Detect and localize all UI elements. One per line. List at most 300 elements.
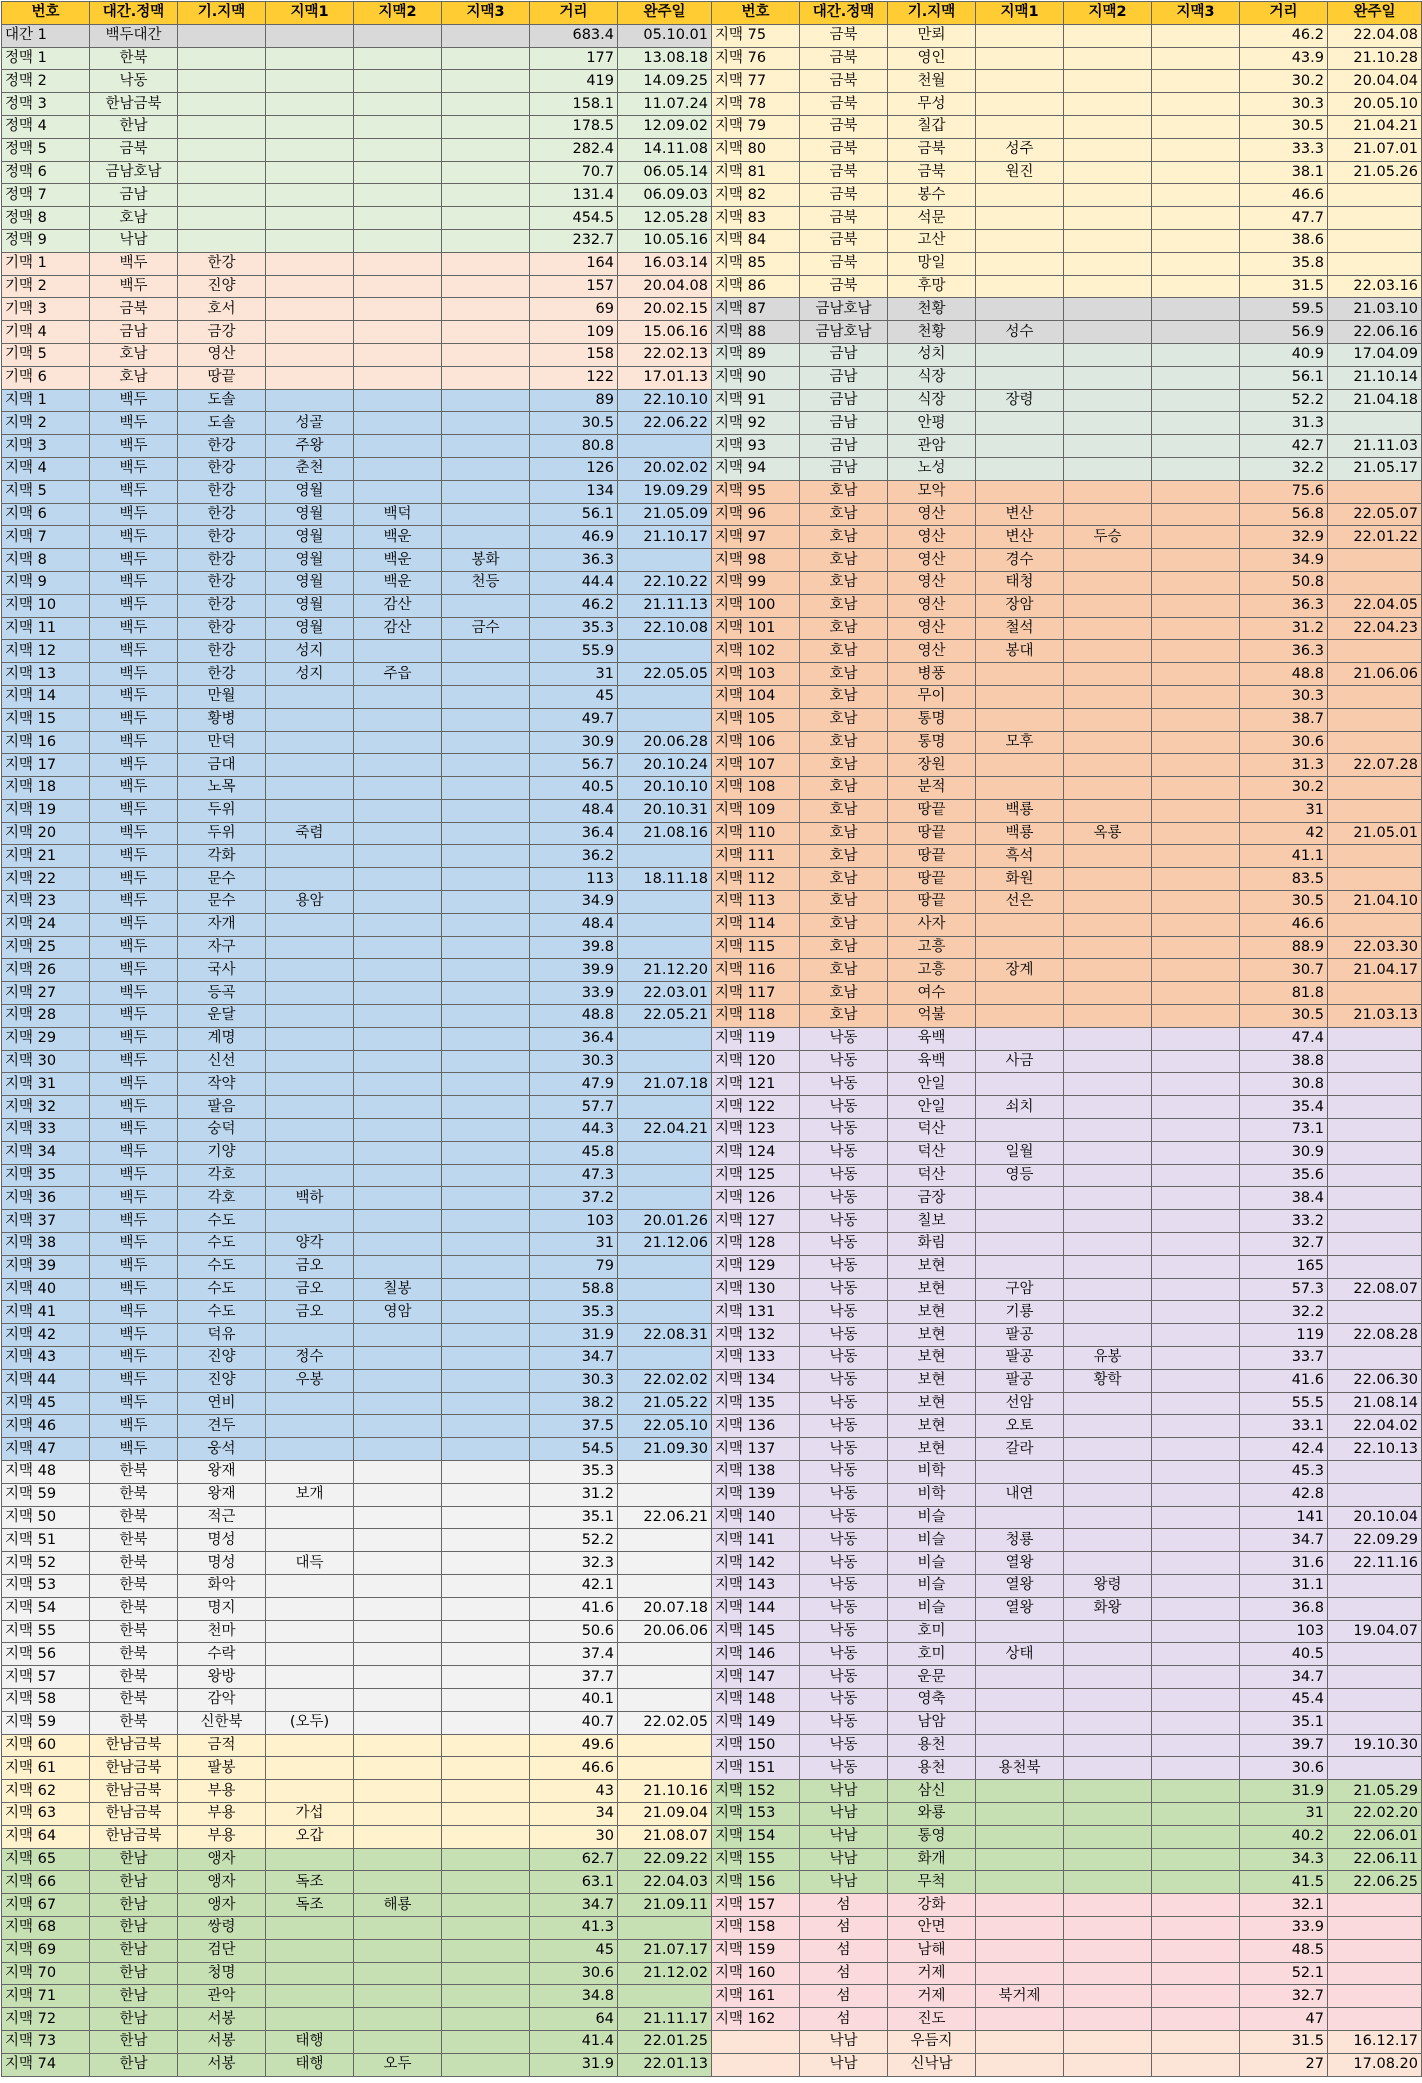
- cell-distance[interactable]: 41.1: [1240, 845, 1328, 868]
- cell-number[interactable]: 지맥 42: [2, 1324, 90, 1347]
- cell-main-ridge[interactable]: 낙동: [800, 1073, 888, 1096]
- cell-sub2[interactable]: [1064, 1962, 1152, 1985]
- cell-sub3[interactable]: [1152, 457, 1240, 480]
- cell-number[interactable]: 지맥 124: [712, 1141, 800, 1164]
- cell-distance[interactable]: 31.2: [1240, 617, 1328, 640]
- cell-sub1[interactable]: [266, 708, 354, 731]
- cell-sub1[interactable]: [976, 1233, 1064, 1256]
- cell-distance[interactable]: 34.8: [530, 1985, 618, 2008]
- cell-sub3[interactable]: [1152, 389, 1240, 412]
- cell-date[interactable]: 05.10.01: [618, 24, 712, 47]
- cell-distance[interactable]: 45.4: [1240, 1688, 1328, 1711]
- cell-date[interactable]: [1328, 1711, 1422, 1734]
- cell-sub3[interactable]: [442, 982, 530, 1005]
- cell-main-ridge[interactable]: 호남: [800, 913, 888, 936]
- cell-sub3[interactable]: [1152, 731, 1240, 754]
- cell-branch[interactable]: 보현: [888, 1415, 976, 1438]
- cell-number[interactable]: 정맥 4: [2, 115, 90, 138]
- cell-date[interactable]: [1328, 1574, 1422, 1597]
- cell-main-ridge[interactable]: 섬: [800, 2008, 888, 2031]
- cell-sub2[interactable]: [354, 435, 442, 458]
- cell-sub2[interactable]: [354, 1962, 442, 1985]
- cell-distance[interactable]: 39.8: [530, 936, 618, 959]
- cell-distance[interactable]: 27: [1240, 2053, 1328, 2076]
- cell-sub2[interactable]: [1064, 1939, 1152, 1962]
- cell-sub2[interactable]: [1064, 594, 1152, 617]
- cell-branch[interactable]: 작약: [178, 1073, 266, 1096]
- cell-main-ridge[interactable]: 금북: [800, 93, 888, 116]
- cell-number[interactable]: 지맥 3: [2, 435, 90, 458]
- cell-sub3[interactable]: [1152, 412, 1240, 435]
- cell-distance[interactable]: 34.7: [1240, 1529, 1328, 1552]
- cell-sub2[interactable]: 감산: [354, 594, 442, 617]
- cell-distance[interactable]: 36.3: [1240, 594, 1328, 617]
- cell-sub2[interactable]: [1064, 1802, 1152, 1825]
- cell-branch[interactable]: 비학: [888, 1483, 976, 1506]
- cell-number[interactable]: 지맥 105: [712, 708, 800, 731]
- cell-date[interactable]: 22.10.13: [1328, 1438, 1422, 1461]
- cell-sub1[interactable]: [266, 1438, 354, 1461]
- cell-sub1[interactable]: 일월: [976, 1141, 1064, 1164]
- cell-sub1[interactable]: 용암: [266, 891, 354, 914]
- cell-branch[interactable]: 금장: [888, 1187, 976, 1210]
- cell-main-ridge[interactable]: 호남: [800, 549, 888, 572]
- cell-distance[interactable]: 42: [1240, 822, 1328, 845]
- cell-sub2[interactable]: [1064, 1825, 1152, 1848]
- cell-main-ridge[interactable]: 금북: [800, 70, 888, 93]
- cell-sub2[interactable]: [354, 731, 442, 754]
- cell-sub3[interactable]: [442, 93, 530, 116]
- cell-main-ridge[interactable]: 백두: [90, 799, 178, 822]
- cell-distance[interactable]: 158: [530, 343, 618, 366]
- cell-branch[interactable]: 안평: [888, 412, 976, 435]
- cell-main-ridge[interactable]: 호남: [800, 571, 888, 594]
- cell-sub1[interactable]: [976, 1711, 1064, 1734]
- cell-date[interactable]: 22.11.16: [1328, 1552, 1422, 1575]
- cell-main-ridge[interactable]: 금북: [800, 275, 888, 298]
- cell-sub3[interactable]: [1152, 1438, 1240, 1461]
- cell-date[interactable]: [1328, 1985, 1422, 2008]
- cell-number[interactable]: 지맥 19: [2, 799, 90, 822]
- cell-sub2[interactable]: [1064, 685, 1152, 708]
- cell-branch[interactable]: 분적: [888, 777, 976, 800]
- cell-main-ridge[interactable]: 백두: [90, 617, 178, 640]
- cell-sub2[interactable]: [1064, 1096, 1152, 1119]
- cell-number[interactable]: 지맥 104: [712, 685, 800, 708]
- cell-sub2[interactable]: [354, 1392, 442, 1415]
- cell-main-ridge[interactable]: 백두: [90, 754, 178, 777]
- cell-date[interactable]: [618, 1141, 712, 1164]
- cell-branch[interactable]: 한강: [178, 480, 266, 503]
- cell-branch[interactable]: 칠갑: [888, 115, 976, 138]
- cell-number[interactable]: 지맥 50: [2, 1506, 90, 1529]
- cell-sub1[interactable]: 백하: [266, 1187, 354, 1210]
- cell-distance[interactable]: 122: [530, 366, 618, 389]
- cell-branch[interactable]: 문수: [178, 868, 266, 891]
- cell-sub3[interactable]: [442, 754, 530, 777]
- cell-date[interactable]: 06.05.14: [618, 161, 712, 184]
- cell-sub3[interactable]: [1152, 777, 1240, 800]
- cell-number[interactable]: 지맥 134: [712, 1369, 800, 1392]
- cell-date[interactable]: [1328, 1666, 1422, 1689]
- cell-sub1[interactable]: [976, 936, 1064, 959]
- cell-number[interactable]: 지맥 117: [712, 982, 800, 1005]
- cell-sub1[interactable]: 쇠치: [976, 1096, 1064, 1119]
- cell-sub1[interactable]: [976, 435, 1064, 458]
- cell-branch[interactable]: [178, 24, 266, 47]
- cell-branch[interactable]: 무성: [888, 93, 976, 116]
- cell-distance[interactable]: 69: [530, 298, 618, 321]
- cell-number[interactable]: 지맥 29: [2, 1027, 90, 1050]
- cell-branch[interactable]: 덕산: [888, 1164, 976, 1187]
- cell-sub1[interactable]: [976, 2030, 1064, 2053]
- cell-branch[interactable]: 보현: [888, 1347, 976, 1370]
- cell-main-ridge[interactable]: 낙동: [800, 1711, 888, 1734]
- cell-main-ridge[interactable]: 금남: [800, 435, 888, 458]
- cell-date[interactable]: 21.10.14: [1328, 366, 1422, 389]
- cell-number[interactable]: 지맥 159: [712, 1939, 800, 1962]
- cell-branch[interactable]: 한강: [178, 435, 266, 458]
- cell-distance[interactable]: 103: [1240, 1620, 1328, 1643]
- cell-branch[interactable]: 비슬: [888, 1552, 976, 1575]
- cell-main-ridge[interactable]: 금북: [800, 47, 888, 70]
- cell-distance[interactable]: 43: [530, 1780, 618, 1803]
- cell-sub2[interactable]: 백덕: [354, 503, 442, 526]
- cell-number[interactable]: 지맥 77: [712, 70, 800, 93]
- cell-number[interactable]: 지맥 11: [2, 617, 90, 640]
- cell-branch[interactable]: 금강: [178, 321, 266, 344]
- cell-branch[interactable]: 식장: [888, 366, 976, 389]
- cell-main-ridge[interactable]: 백두: [90, 891, 178, 914]
- cell-number[interactable]: 지맥 32: [2, 1096, 90, 1119]
- cell-sub3[interactable]: [1152, 70, 1240, 93]
- cell-sub2[interactable]: [354, 868, 442, 891]
- cell-branch[interactable]: 영인: [888, 47, 976, 70]
- cell-sub3[interactable]: [1152, 526, 1240, 549]
- cell-sub1[interactable]: [266, 1005, 354, 1028]
- cell-sub3[interactable]: [442, 731, 530, 754]
- cell-date[interactable]: 21.08.16: [618, 822, 712, 845]
- cell-sub2[interactable]: [354, 913, 442, 936]
- cell-sub1[interactable]: [976, 115, 1064, 138]
- cell-distance[interactable]: 56.9: [1240, 321, 1328, 344]
- cell-distance[interactable]: 31.9: [530, 2053, 618, 2076]
- cell-date[interactable]: 20.06.28: [618, 731, 712, 754]
- cell-sub1[interactable]: 변산: [976, 503, 1064, 526]
- cell-branch[interactable]: 왕재: [178, 1461, 266, 1484]
- cell-sub3[interactable]: [1152, 207, 1240, 230]
- cell-sub3[interactable]: [1152, 1802, 1240, 1825]
- cell-date[interactable]: [1328, 1483, 1422, 1506]
- cell-main-ridge[interactable]: 금북: [800, 161, 888, 184]
- cell-date[interactable]: [1328, 1461, 1422, 1484]
- cell-sub2[interactable]: [1064, 959, 1152, 982]
- cell-date[interactable]: 21.05.26: [1328, 161, 1422, 184]
- cell-main-ridge[interactable]: 호남: [800, 594, 888, 617]
- cell-main-ridge[interactable]: 낙동: [800, 1620, 888, 1643]
- cell-main-ridge[interactable]: 한남: [90, 1962, 178, 1985]
- cell-date[interactable]: [1328, 982, 1422, 1005]
- cell-number[interactable]: 지맥 74: [2, 2053, 90, 2076]
- cell-sub1[interactable]: [976, 1916, 1064, 1939]
- cell-distance[interactable]: 38.6: [1240, 229, 1328, 252]
- cell-number[interactable]: 지맥 80: [712, 138, 800, 161]
- cell-sub2[interactable]: [1064, 70, 1152, 93]
- cell-main-ridge[interactable]: 금남: [90, 184, 178, 207]
- cell-distance[interactable]: 30.5: [1240, 115, 1328, 138]
- cell-sub1[interactable]: [976, 754, 1064, 777]
- cell-branch[interactable]: 팔음: [178, 1096, 266, 1119]
- cell-sub1[interactable]: [266, 1415, 354, 1438]
- cell-branch[interactable]: 망일: [888, 252, 976, 275]
- cell-date[interactable]: 20.10.24: [618, 754, 712, 777]
- cell-sub1[interactable]: 성수: [976, 321, 1064, 344]
- cell-date[interactable]: [1328, 412, 1422, 435]
- cell-number[interactable]: 지맥 140: [712, 1506, 800, 1529]
- cell-sub2[interactable]: 감산: [354, 617, 442, 640]
- cell-distance[interactable]: 36.3: [530, 549, 618, 572]
- cell-sub3[interactable]: [442, 1597, 530, 1620]
- cell-branch[interactable]: 금북: [888, 161, 976, 184]
- cell-sub1[interactable]: [976, 252, 1064, 275]
- cell-branch[interactable]: 한강: [178, 526, 266, 549]
- cell-sub2[interactable]: [354, 93, 442, 116]
- cell-number[interactable]: 지맥 46: [2, 1415, 90, 1438]
- cell-branch[interactable]: 금적: [178, 1734, 266, 1757]
- cell-sub3[interactable]: [442, 1483, 530, 1506]
- cell-number[interactable]: 지맥 71: [2, 1985, 90, 2008]
- cell-sub3[interactable]: [442, 1438, 530, 1461]
- cell-sub3[interactable]: [442, 161, 530, 184]
- cell-distance[interactable]: 56.1: [530, 503, 618, 526]
- cell-main-ridge[interactable]: 낙동: [800, 1096, 888, 1119]
- cell-number[interactable]: 지맥 91: [712, 389, 800, 412]
- cell-number[interactable]: 지맥 62: [2, 1780, 90, 1803]
- cell-number[interactable]: 지맥 70: [2, 1962, 90, 1985]
- cell-sub3[interactable]: [1152, 1301, 1240, 1324]
- cell-sub2[interactable]: [354, 138, 442, 161]
- cell-sub1[interactable]: 열왕: [976, 1597, 1064, 1620]
- cell-sub2[interactable]: [1064, 731, 1152, 754]
- cell-number[interactable]: 지맥 149: [712, 1711, 800, 1734]
- cell-number[interactable]: 지맥 30: [2, 1050, 90, 1073]
- cell-distance[interactable]: 34.7: [530, 1894, 618, 1917]
- cell-sub1[interactable]: 흑석: [976, 845, 1064, 868]
- cell-main-ridge[interactable]: 백두: [90, 1005, 178, 1028]
- cell-date[interactable]: [1328, 1643, 1422, 1666]
- cell-sub3[interactable]: 금수: [442, 617, 530, 640]
- cell-sub1[interactable]: [266, 1962, 354, 1985]
- cell-date[interactable]: 22.05.07: [1328, 503, 1422, 526]
- cell-branch[interactable]: 신선: [178, 1050, 266, 1073]
- cell-distance[interactable]: 81.8: [1240, 982, 1328, 1005]
- cell-distance[interactable]: 232.7: [530, 229, 618, 252]
- cell-sub1[interactable]: [976, 457, 1064, 480]
- cell-branch[interactable]: 한강: [178, 571, 266, 594]
- cell-sub3[interactable]: [442, 1210, 530, 1233]
- cell-sub2[interactable]: [1064, 1187, 1152, 1210]
- cell-date[interactable]: [1328, 1233, 1422, 1256]
- cell-main-ridge[interactable]: 백두: [90, 549, 178, 572]
- cell-date[interactable]: 21.04.18: [1328, 389, 1422, 412]
- cell-distance[interactable]: 40.5: [1240, 1643, 1328, 1666]
- cell-sub2[interactable]: [354, 1871, 442, 1894]
- cell-number[interactable]: 지맥 162: [712, 2008, 800, 2031]
- cell-branch[interactable]: 땅끝: [888, 822, 976, 845]
- cell-number[interactable]: 지맥 44: [2, 1369, 90, 1392]
- cell-main-ridge[interactable]: 백두: [90, 1210, 178, 1233]
- cell-date[interactable]: [618, 936, 712, 959]
- cell-number[interactable]: 지맥 79: [712, 115, 800, 138]
- header-cell-branch[interactable]: 기.지맥: [888, 2, 976, 25]
- cell-sub3[interactable]: [442, 1369, 530, 1392]
- cell-main-ridge[interactable]: 낙동: [800, 1210, 888, 1233]
- cell-sub1[interactable]: 북거제: [976, 1985, 1064, 2008]
- cell-sub3[interactable]: [1152, 1347, 1240, 1370]
- cell-date[interactable]: [618, 891, 712, 914]
- cell-main-ridge[interactable]: 백두: [90, 1415, 178, 1438]
- cell-date[interactable]: 21.04.17: [1328, 959, 1422, 982]
- cell-branch[interactable]: [178, 161, 266, 184]
- cell-sub1[interactable]: (오두): [266, 1711, 354, 1734]
- cell-main-ridge[interactable]: 낙동: [800, 1324, 888, 1347]
- cell-date[interactable]: [1328, 708, 1422, 731]
- cell-sub1[interactable]: [976, 1894, 1064, 1917]
- cell-distance[interactable]: 37.2: [530, 1187, 618, 1210]
- cell-date[interactable]: [1328, 1027, 1422, 1050]
- cell-branch[interactable]: 문수: [178, 891, 266, 914]
- cell-date[interactable]: 20.02.02: [618, 457, 712, 480]
- cell-distance[interactable]: 56.1: [1240, 366, 1328, 389]
- cell-branch[interactable]: 부용: [178, 1802, 266, 1825]
- cell-sub1[interactable]: [976, 2008, 1064, 2031]
- cell-sub2[interactable]: [1064, 1438, 1152, 1461]
- cell-main-ridge[interactable]: 금북: [800, 115, 888, 138]
- header-cell-sub3[interactable]: 지맥3: [1152, 2, 1240, 25]
- cell-distance[interactable]: 31.3: [1240, 754, 1328, 777]
- cell-number[interactable]: 지맥 67: [2, 1894, 90, 1917]
- cell-date[interactable]: [1328, 207, 1422, 230]
- cell-date[interactable]: 21.08.14: [1328, 1392, 1422, 1415]
- cell-branch[interactable]: 모악: [888, 480, 976, 503]
- cell-date[interactable]: [1328, 685, 1422, 708]
- cell-distance[interactable]: 419: [530, 70, 618, 93]
- cell-branch[interactable]: 비학: [888, 1461, 976, 1484]
- cell-date[interactable]: 22.09.29: [1328, 1529, 1422, 1552]
- cell-sub3[interactable]: [1152, 594, 1240, 617]
- cell-branch[interactable]: 보현: [888, 1392, 976, 1415]
- cell-branch[interactable]: 칠보: [888, 1210, 976, 1233]
- cell-main-ridge[interactable]: 낙동: [800, 1164, 888, 1187]
- cell-date[interactable]: 21.12.20: [618, 959, 712, 982]
- cell-main-ridge[interactable]: 백두: [90, 480, 178, 503]
- cell-distance[interactable]: 57.3: [1240, 1278, 1328, 1301]
- cell-branch[interactable]: 용천: [888, 1734, 976, 1757]
- cell-distance[interactable]: 30.5: [530, 412, 618, 435]
- cell-sub3[interactable]: [1152, 1757, 1240, 1780]
- cell-date[interactable]: 22.06.11: [1328, 1848, 1422, 1871]
- cell-sub2[interactable]: [1064, 549, 1152, 572]
- cell-sub1[interactable]: [976, 1780, 1064, 1803]
- cell-main-ridge[interactable]: 금북: [800, 252, 888, 275]
- cell-main-ridge[interactable]: 금남: [800, 457, 888, 480]
- cell-sub2[interactable]: [1064, 754, 1152, 777]
- cell-branch[interactable]: 고흥: [888, 936, 976, 959]
- cell-main-ridge[interactable]: 낙동: [800, 1278, 888, 1301]
- cell-number[interactable]: 지맥 98: [712, 549, 800, 572]
- cell-branch[interactable]: 후망: [888, 275, 976, 298]
- cell-sub1[interactable]: 금오: [266, 1255, 354, 1278]
- cell-sub1[interactable]: [976, 913, 1064, 936]
- cell-main-ridge[interactable]: 금남호남: [800, 321, 888, 344]
- cell-branch[interactable]: 무척: [888, 1871, 976, 1894]
- cell-number[interactable]: 지맥 100: [712, 594, 800, 617]
- cell-date[interactable]: [618, 685, 712, 708]
- cell-sub3[interactable]: [442, 1415, 530, 1438]
- cell-sub1[interactable]: 팔공: [976, 1324, 1064, 1347]
- cell-number[interactable]: 지맥 145: [712, 1620, 800, 1643]
- cell-distance[interactable]: 57.7: [530, 1096, 618, 1119]
- cell-branch[interactable]: 두위: [178, 799, 266, 822]
- cell-main-ridge[interactable]: 호남: [800, 936, 888, 959]
- cell-sub1[interactable]: [976, 663, 1064, 686]
- cell-distance[interactable]: 37.4: [530, 1643, 618, 1666]
- cell-main-ridge[interactable]: 백두: [90, 1438, 178, 1461]
- cell-main-ridge[interactable]: 호남: [90, 343, 178, 366]
- cell-sub2[interactable]: [354, 2030, 442, 2053]
- cell-number[interactable]: 지맥 158: [712, 1916, 800, 1939]
- cell-sub1[interactable]: 열왕: [976, 1574, 1064, 1597]
- cell-number[interactable]: 지맥 81: [712, 161, 800, 184]
- cell-number[interactable]: 지맥 48: [2, 1461, 90, 1484]
- cell-sub2[interactable]: [354, 1597, 442, 1620]
- cell-date[interactable]: [1328, 549, 1422, 572]
- cell-number[interactable]: 지맥 142: [712, 1552, 800, 1575]
- cell-main-ridge[interactable]: 한북: [90, 1643, 178, 1666]
- cell-date[interactable]: 21.03.13: [1328, 1005, 1422, 1028]
- cell-number[interactable]: 지맥 141: [712, 1529, 800, 1552]
- cell-number[interactable]: [712, 2030, 800, 2053]
- cell-distance[interactable]: 38.8: [1240, 1050, 1328, 1073]
- cell-sub2[interactable]: [354, 1438, 442, 1461]
- cell-sub1[interactable]: 양각: [266, 1233, 354, 1256]
- cell-sub3[interactable]: [1152, 1278, 1240, 1301]
- cell-sub1[interactable]: [266, 1141, 354, 1164]
- cell-sub3[interactable]: [1152, 1552, 1240, 1575]
- cell-sub1[interactable]: [266, 1461, 354, 1484]
- cell-sub1[interactable]: 상태: [976, 1643, 1064, 1666]
- cell-sub2[interactable]: [354, 1233, 442, 1256]
- cell-sub3[interactable]: [442, 298, 530, 321]
- cell-number[interactable]: 지맥 96: [712, 503, 800, 526]
- cell-sub2[interactable]: 오두: [354, 2053, 442, 2076]
- cell-distance[interactable]: 30.3: [1240, 685, 1328, 708]
- cell-date[interactable]: [618, 1552, 712, 1575]
- cell-main-ridge[interactable]: 호남: [800, 685, 888, 708]
- cell-branch[interactable]: 진도: [888, 2008, 976, 2031]
- cell-number[interactable]: 지맥 161: [712, 1985, 800, 2008]
- cell-date[interactable]: [1328, 1962, 1422, 1985]
- cell-sub3[interactable]: [1152, 845, 1240, 868]
- cell-date[interactable]: 22.07.28: [1328, 754, 1422, 777]
- cell-branch[interactable]: 남암: [888, 1711, 976, 1734]
- cell-number[interactable]: 지맥 146: [712, 1643, 800, 1666]
- cell-branch[interactable]: 앵자: [178, 1894, 266, 1917]
- cell-date[interactable]: 12.05.28: [618, 207, 712, 230]
- cell-date[interactable]: 17.04.09: [1328, 343, 1422, 366]
- cell-sub1[interactable]: [266, 47, 354, 70]
- cell-sub1[interactable]: 독조: [266, 1894, 354, 1917]
